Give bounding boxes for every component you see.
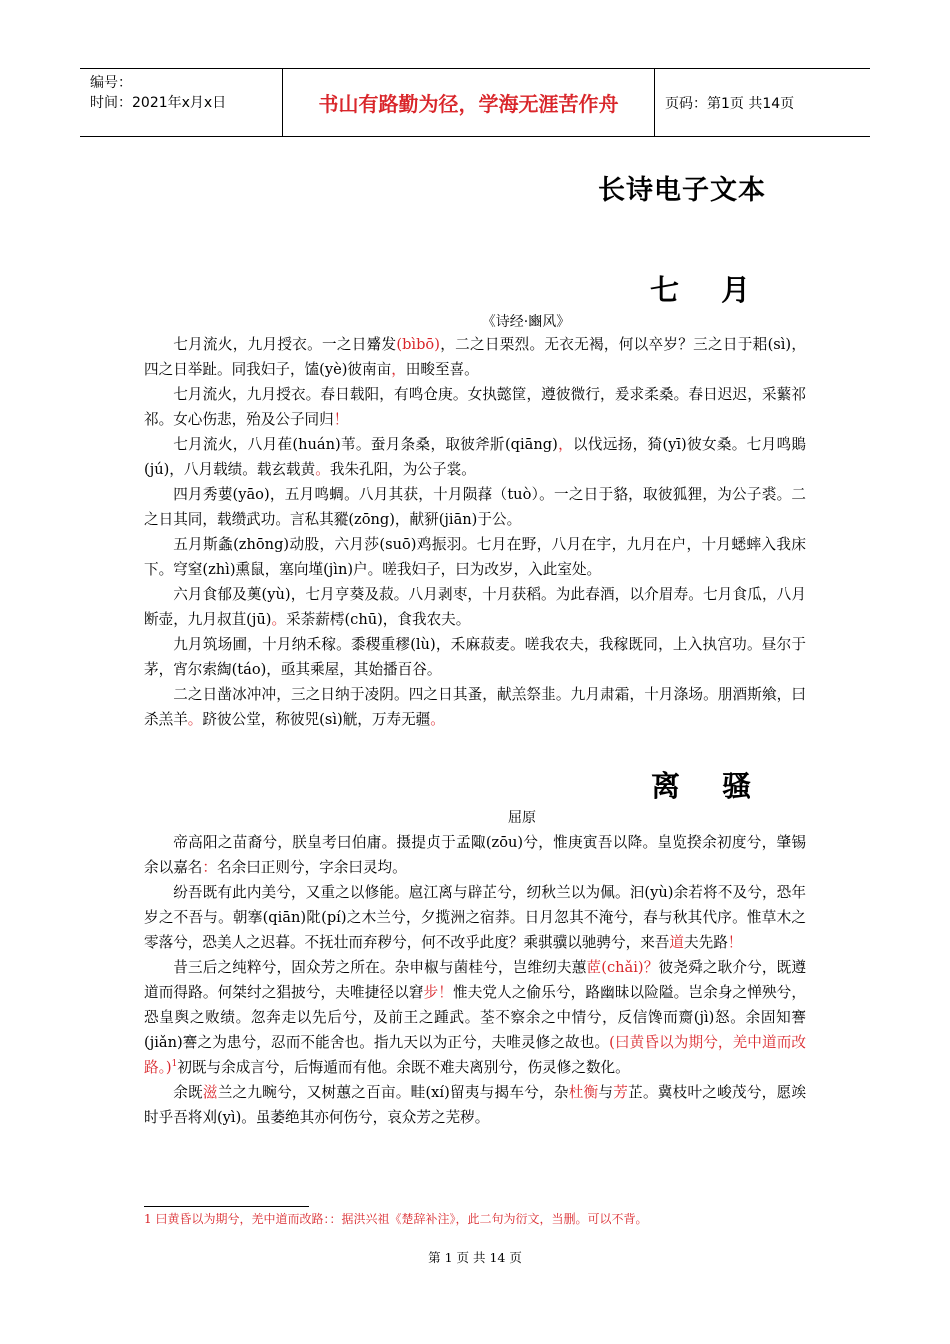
footnote: 1 曰黄昏以为期兮，羌中道而改路：：据洪兴祖《楚辞补注》，此二句为衍文，当删。可以不背。 (144, 1212, 648, 1226)
poem-title-lisao: 离 骚 (651, 769, 768, 803)
paragraph: 六月食郁及薁(yù)，七月亨葵及菽。八月剥枣，十月获稻。为此春酒，以介眉寿。七月食瓜，八月断壶，九月叔苴(jū)。采荼薪樗(chū)，食我农夫。 (144, 586, 806, 628)
poem-title-qiyue: 七 月 (650, 273, 767, 307)
poem-author: 屈原 (508, 810, 536, 826)
paragraph: 五月斯螽(zhōng)动股，六月莎(suō)鸡振羽。七月在野，八月在宇，九月在户，十月蟋蟀入我床下。穹窒(zhì)熏鼠，塞向墐(jìn)户。嗟我妇子，曰为改岁，入此室处。 (144, 536, 806, 578)
header-motto: 书山有路勤为径，学海无涯苦作舟 (282, 69, 655, 136)
paragraph: 四月秀葽(yāo)，五月鸣蜩。八月其获，十月陨萚（tuò）。一之日于貉，取彼狐狸，为公子裘。二之日其同，载缵武功。言私其豵(zōng)，献豜(jiān)于公。 (144, 486, 806, 528)
paragraph: 余既滋兰之九畹兮，又树蕙之百亩。畦(xí)留夷与揭车兮，杂杜衡与芳芷。冀枝叶之峻茂兮，愿竢时乎吾将刈(yì)。虽萎绝其亦何伤兮，哀众芳之芜秽。 (144, 1084, 806, 1126)
footnote-marker[interactable]: 1 (171, 1059, 178, 1070)
id-label: 编号： (90, 75, 132, 91)
paragraph: 九月筑场圃，十月纳禾稼。黍稷重穋(lù)，禾麻菽麦。嗟我农夫，我稼既同，上入执宫功。昼尔于茅，宵尔索綯(táo)，亟其乘屋，其始播百谷。 (144, 636, 806, 678)
header-meta (80, 69, 282, 136)
page-footer: 第 1 页 共 14 页 (428, 1250, 522, 1265)
document-title: 长诗电子文本 (598, 175, 766, 206)
paragraph: 二之日凿冰冲冲，三之日纳于凌阴。四之日其蚤，献羔祭韭。九月肃霜，十月涤场。朋酒斯飨，曰杀羔羊。跻彼公堂，称彼兕(sì)觥，万寿无疆。 (144, 686, 806, 728)
poem-source: 《诗经·豳风》 (481, 314, 571, 330)
paragraph: 七月流火，九月授衣。春日载阳，有鸣仓庚。女执懿筐，遵彼微行，爰求柔桑。春日迟迟，采蘩祁祁。女心伤悲，殆及公子同归！ (144, 386, 806, 428)
document-header (80, 68, 870, 137)
paragraph: 昔三后之纯粹兮，固众芳之所在。杂申椒与菌桂兮，岂维纫夫蕙茝(chǎi)？彼尧舜之耿介兮，既遵道而得路。何桀纣之猖披兮，夫唯捷径以窘步！惟夫党人之偷乐兮，路幽昧以险隘。岂余身之惮殃兮，恐皇舆之败绩。忽奔走以先后兮，及前王之踵武。荃不察余之中情兮，反信馋而齌(jì)怒。余固知謇(jiǎn)謇之为患兮，忍而不能舍也。指九天以为正兮，夫唯灵修之故也。(曰黄昏以为期兮，羌中道而改路。)$^1$初既与余成言兮，后悔遁而有他。余既不难夫离别兮，伤灵修之数化。 (144, 959, 806, 1076)
poem-body-lisao (144, 830, 806, 1130)
paragraph: 七月流火，九月授衣。一之日觱发(bìbō)，二之日栗烈。无衣无褐，何以卒岁？三之日于耜(sì)，四之日举趾。同我妇子，馌(yè)彼南亩，田畯至喜。 (144, 336, 806, 378)
paragraph: 纷吾既有此内美兮，又重之以修能。扈江离与辟芷兮，纫秋兰以为佩。汩(yù)余若将不及兮，恐年岁之不吾与。朝搴(qiān)阰(pí)之木兰兮，夕揽洲之宿莽。日月忽其不淹兮，春与秋其代序。惟草木之零落兮，恐美人之迟暮。不抚壮而弃秽兮，何不改乎此度？乘骐骥以驰骋兮，来吾道夫先路！ (144, 884, 806, 951)
paragraph: 帝高阳之苗裔兮，朕皇考曰伯庸。摄提贞于孟陬(zōu)兮，惟庚寅吾以降。皇览揆余初度兮，肇锡余以嘉名：名余曰正则兮，字余曰灵均。 (144, 834, 806, 876)
time-label: 时间：2021年x月x日 (90, 95, 227, 111)
paragraph: 七月流火，八月萑(huán)苇。蚕月条桑，取彼斧斨(qiāng)，以伐远扬，猗(yī)彼女桑。七月鸣鵙(jú)，八月载绩。载玄载黄。我朱孔阳，为公子裳。 (144, 436, 806, 478)
poem-body-qiyue (144, 332, 806, 732)
footnote-divider (144, 1206, 309, 1207)
header-page-info: 页码：第1页 共14页 (665, 95, 795, 112)
